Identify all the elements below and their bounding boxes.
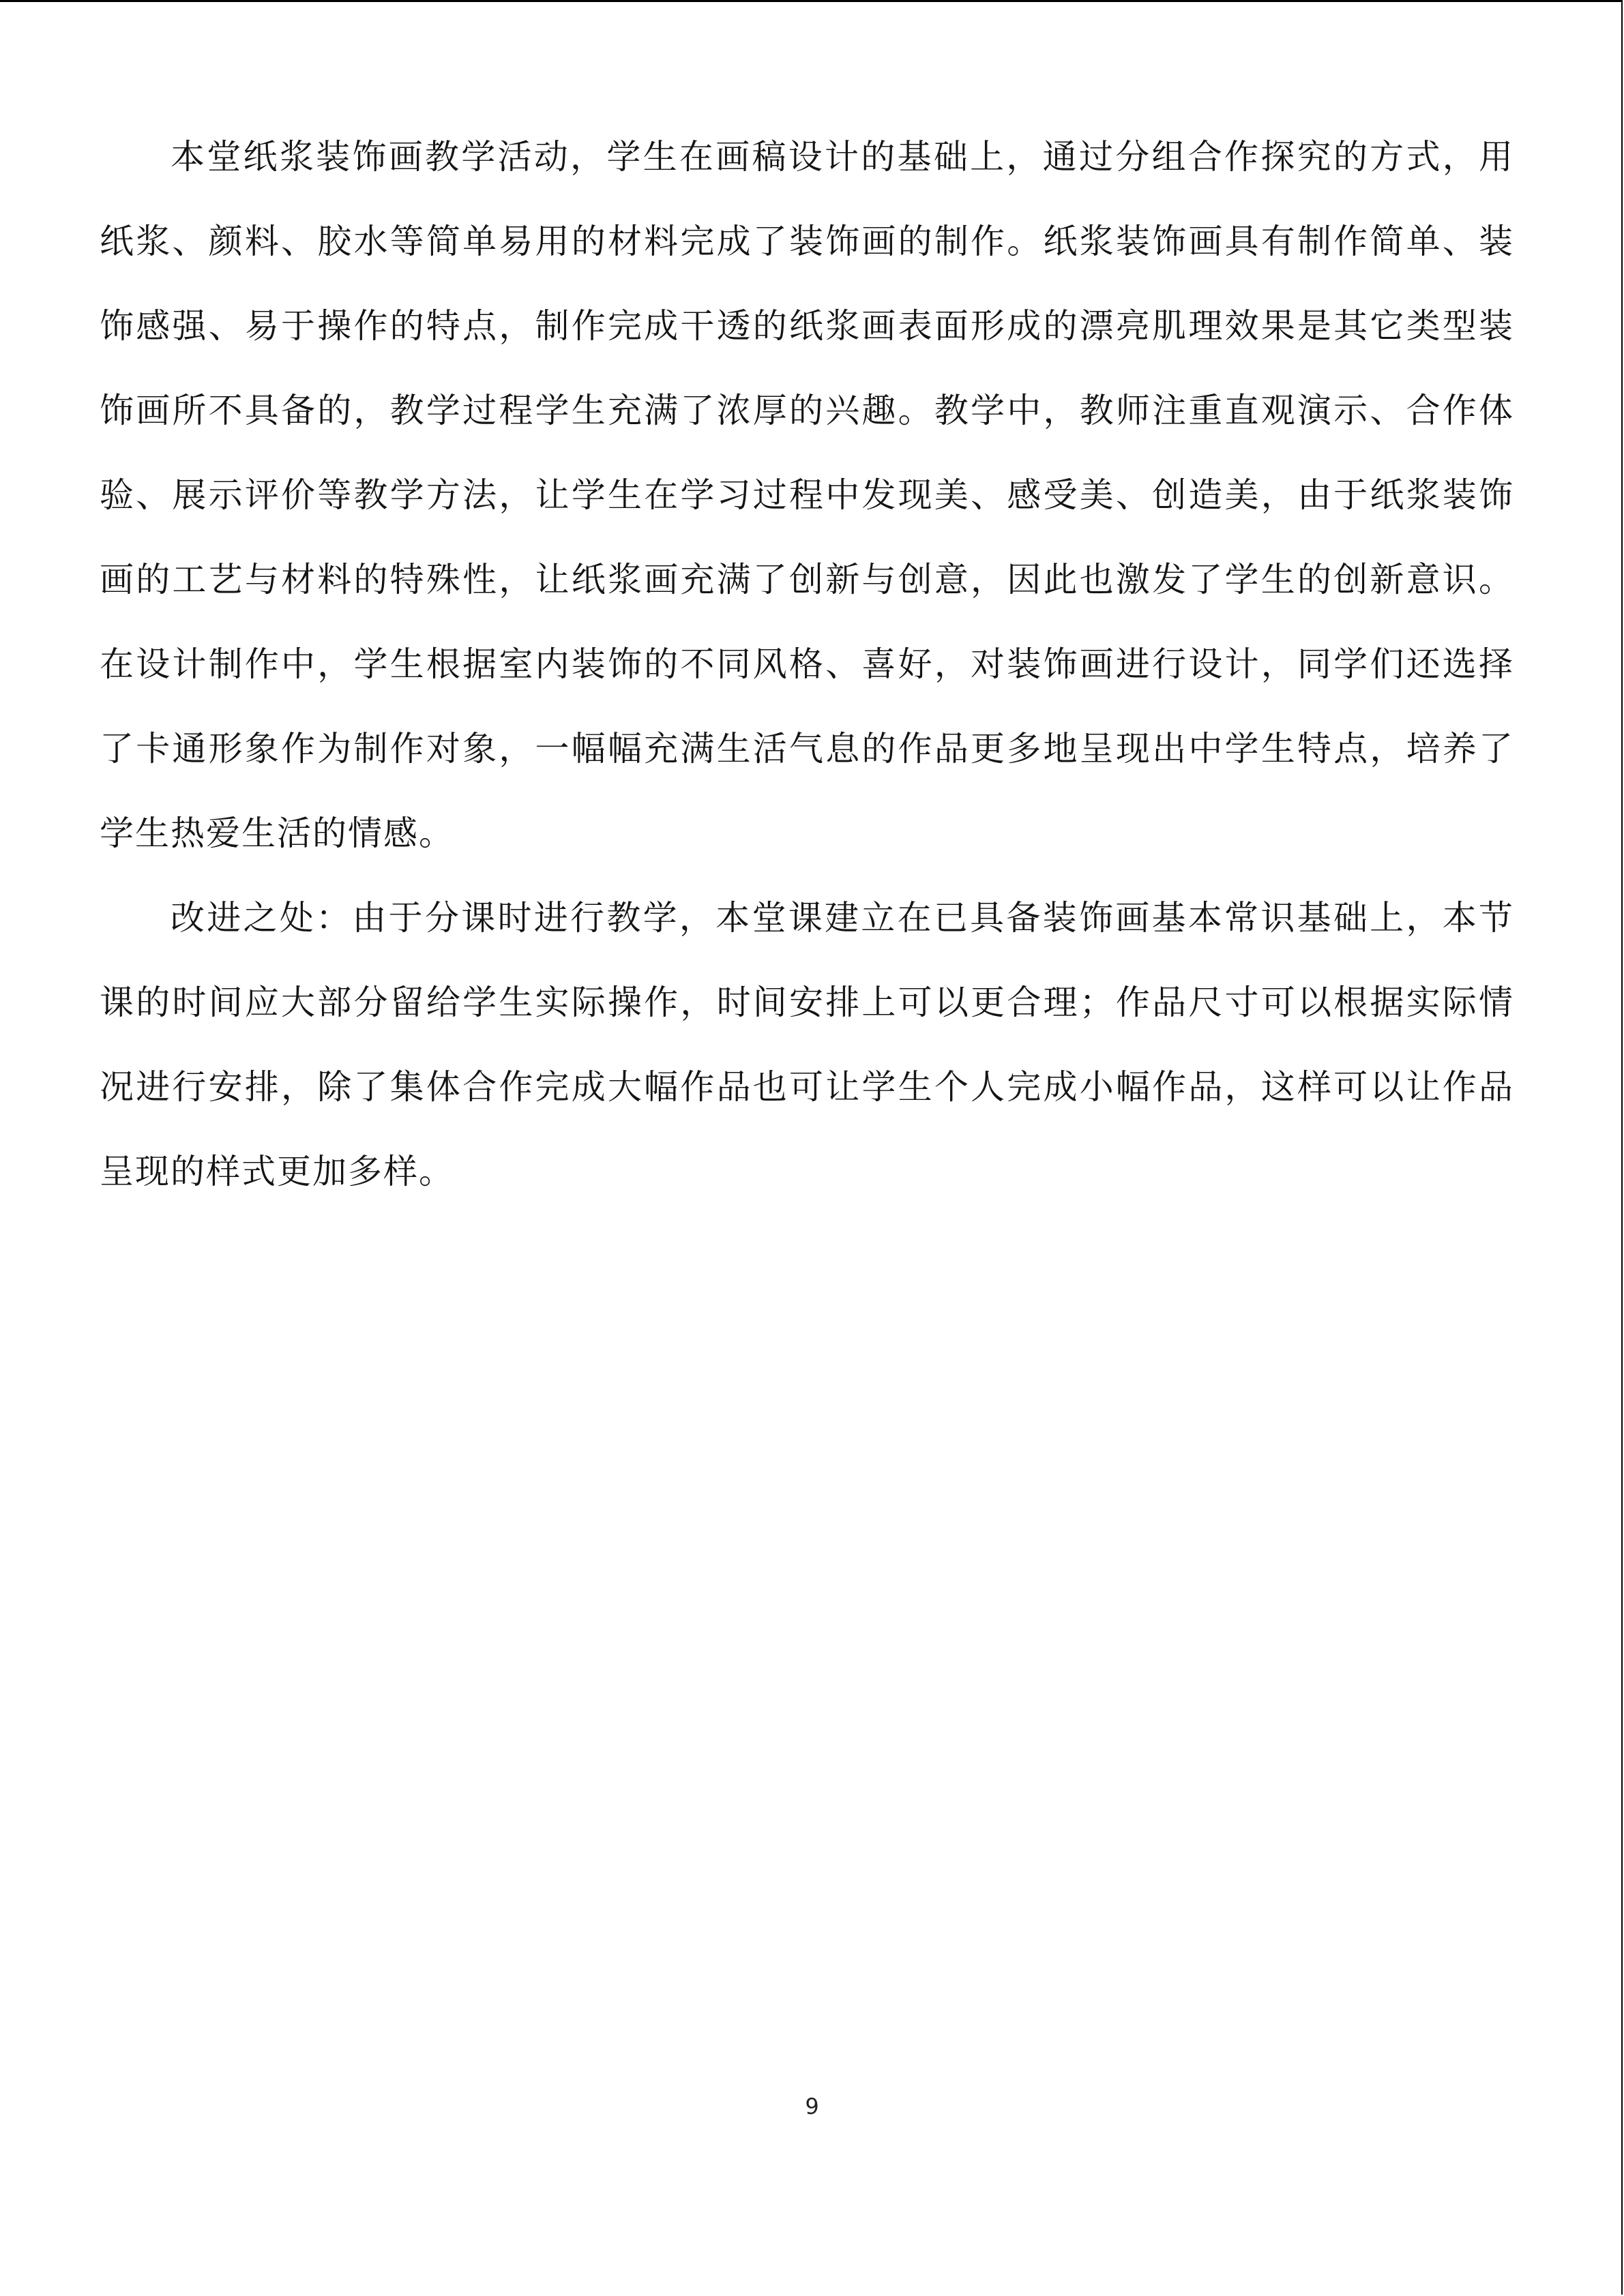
document-body xyxy=(100,115,1514,1214)
paragraph-teaching-summary: 本堂纸浆装饰画教学活动，学生在画稿设计的基础上，通过分组合作探究的方式，用纸浆、颜料、胶水等简单易用的材料完成了装饰画的制作。纸浆装饰画具有制作简单、装饰感强、易于操作的特点，制作完成干透的纸浆画表面形成的漂亮肌理效果是其它类型装饰画所不具备的，教学过程学生充满了浓厚的兴趣。教学中，教师注重直观演示、合作体验、展示评价等教学方法，让学生在学习过程中发现美、感受美、创造美，由于纸浆装饰画的工艺与材料的特殊性，让纸浆画充满了创新与创意，因此也激发了学生的创新意识。在设计制作中，学生根据室内装饰的不同风格、喜好，对装饰画进行设计，同学们还选择了卡通形象作为制作对象，一幅幅充满生活气息的作品更多地呈现出中学生特点，培养了学生热爱生活的情感。 xyxy=(100,137,1514,853)
page-number: 9 xyxy=(805,2093,819,2119)
paragraph-improvements: 改进之处：由于分课时进行教学，本堂课建立在已具备装饰画基本常识基础上，本节课的时间应大部分留给学生实际操作，时间安排上可以更合理；作品尺寸可以根据实际情况进行安排，除了集体合作完成大幅作品也可让学生个人完成小幅作品，这样可以让作品呈现的样式更加多样。 xyxy=(100,898,1514,1191)
